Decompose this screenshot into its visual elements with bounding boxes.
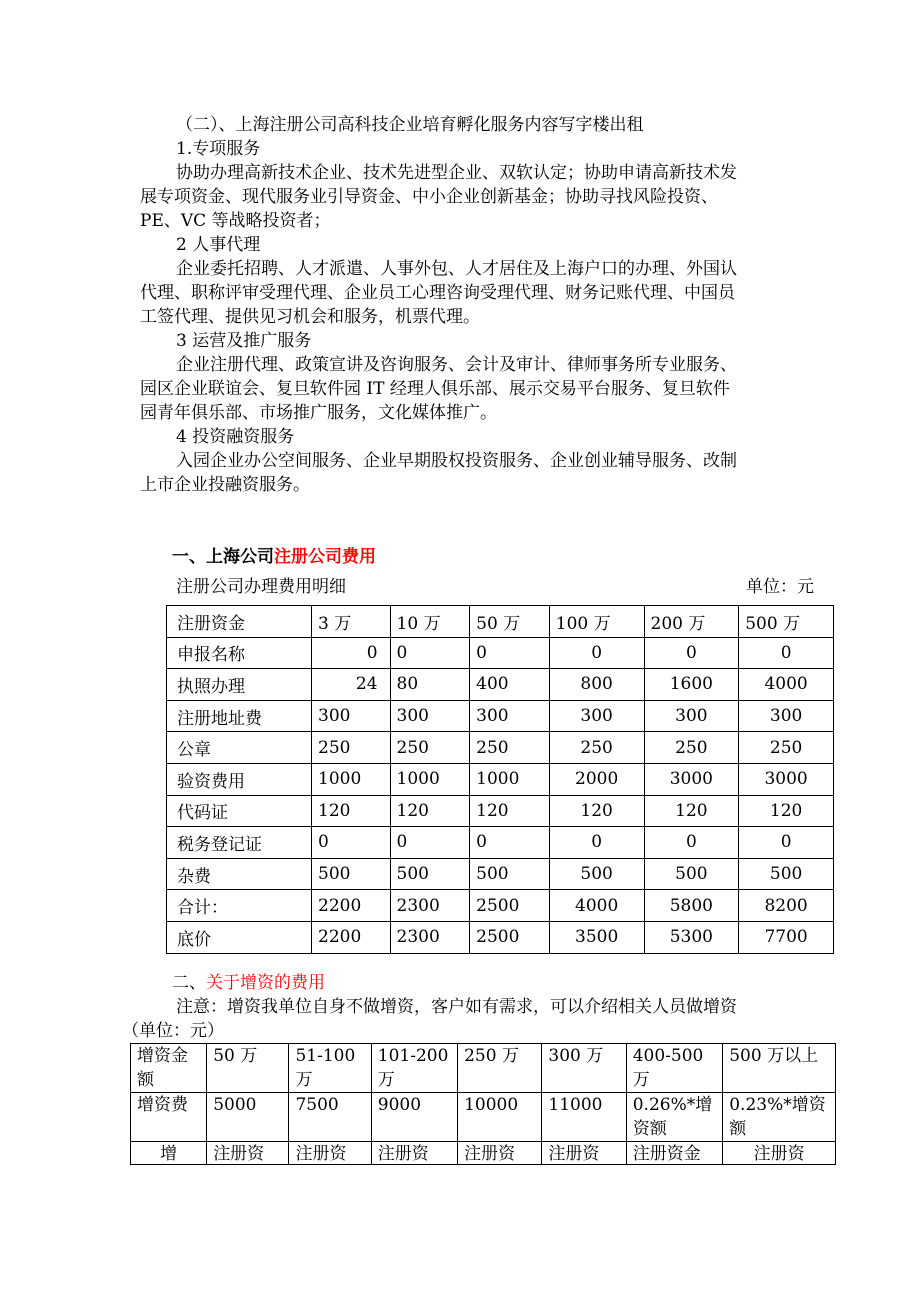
table-cell: 101-200万 — [371, 1044, 457, 1093]
table-cell: 250 — [390, 732, 470, 764]
table-cell: 税务登记证 — [167, 827, 312, 859]
table-cell: 300 — [390, 700, 470, 732]
table-cell: 100 万 — [549, 606, 644, 638]
table-cell: 24 — [312, 669, 391, 701]
table-cell: 10 万 — [390, 606, 470, 638]
paragraph-line: 园区企业联谊会、复旦软件园 IT 经理人俱乐部、展示交易平台服务、复旦软件 — [140, 379, 730, 399]
table-cell: 4000 — [549, 890, 644, 922]
subsection-title: 3 运营及推广服务 — [176, 331, 312, 351]
paragraph-line: 展专项资金、现代服务业引导资金、中小企业创新基金；协助寻找风险投资、 — [140, 187, 718, 207]
table-cell: 50 万 — [470, 606, 550, 638]
increase-section-heading — [172, 971, 325, 995]
table-cell: 5000 — [207, 1093, 289, 1142]
table-cell — [458, 1142, 542, 1165]
table-cell: 0 — [390, 637, 470, 669]
table-row — [167, 763, 834, 795]
paragraph-line: 代理、职称评审受理代理、企业员工心理咨询受理代理、财务记账代理、中国员 — [140, 283, 735, 303]
table-row — [167, 637, 834, 669]
table-cell: 120 — [644, 795, 739, 827]
table-cell: 0 — [549, 827, 644, 859]
table-cell — [131, 1142, 207, 1165]
paragraph-line: 上市企业投融资服务。 — [140, 475, 310, 495]
table-cell: 7700 — [739, 921, 834, 953]
table-cell: 120 — [470, 795, 550, 827]
table-cell: 80 — [390, 669, 470, 701]
table-header-row — [167, 606, 834, 638]
table-cell: 500 — [312, 858, 391, 890]
table-cell — [626, 1142, 723, 1165]
table-cell: 3000 — [739, 763, 834, 795]
table-row — [131, 1044, 836, 1093]
table-cell: 0 — [312, 637, 391, 669]
paragraph-line: 入园企业办公空间服务、企业早期股权投资服务、企业创业辅导服务、改制 — [176, 451, 737, 471]
cell-text: 注册资 — [377, 1144, 429, 1164]
table-cell — [289, 1142, 371, 1165]
table-cell: 250 — [739, 732, 834, 764]
table-cell: 8200 — [739, 890, 834, 922]
table-cell: 0 — [549, 637, 644, 669]
subsection-title: 1.专项服务 — [176, 139, 261, 159]
table-cell: 300 — [470, 700, 550, 732]
cell-text: 注册资 — [213, 1144, 265, 1164]
cell-text: 注册资 — [548, 1144, 600, 1164]
table-cell: 0 — [390, 827, 470, 859]
table-cell: 0 — [312, 827, 391, 859]
table-cell: 5800 — [644, 890, 739, 922]
table-cell: 0 — [739, 827, 834, 859]
table-cell: 0 — [470, 637, 550, 669]
table-cell: 0 — [470, 827, 550, 859]
table-cell: 0.26%*增资额 — [626, 1093, 723, 1142]
table-cell: 0 — [739, 637, 834, 669]
fee-heading-red: 注册公司费用 — [274, 547, 376, 567]
table-cell: 50 万 — [207, 1044, 289, 1093]
paragraph-line: 企业注册代理、政策宣讲及咨询服务、会计及审计、律师事务所专业服务、 — [176, 355, 737, 375]
paragraph-line: 协助办理高新技术企业、技术先进型企业、双软认定；协助申请高新技术发 — [176, 163, 737, 183]
table-cell — [371, 1142, 457, 1165]
table-cell: 注册资金 — [167, 606, 312, 638]
table-cell: 增资费 — [131, 1093, 207, 1142]
table-cell: 800 — [549, 669, 644, 701]
table-cell: 120 — [739, 795, 834, 827]
table-cell: 500 万 — [739, 606, 834, 638]
table-cell: 1000 — [390, 763, 470, 795]
table-cell: 1000 — [312, 763, 391, 795]
fee-table-unit: 单位：元 — [746, 577, 814, 597]
table-cell: 2200 — [312, 890, 391, 922]
cell-text: 注册资 — [295, 1144, 347, 1164]
table-cell: 200 万 — [644, 606, 739, 638]
table-row — [167, 921, 834, 953]
table-cell: 250 — [470, 732, 550, 764]
table-cell: 51-100万 — [289, 1044, 371, 1093]
table-row — [167, 890, 834, 922]
table-cell: 300 — [644, 700, 739, 732]
fee-table-caption: 注册公司办理费用明细 — [176, 577, 346, 597]
table-cell: 250 — [644, 732, 739, 764]
table-row — [167, 827, 834, 859]
table-cell: 9000 — [371, 1093, 457, 1142]
table-cell: 2500 — [470, 890, 550, 922]
fee-section-heading — [172, 545, 376, 569]
section-title: （二）、上海注册公司高科技企业培育孵化服务内容写字楼出租 — [176, 115, 644, 135]
table-cell — [542, 1142, 626, 1165]
table-cell: 300 — [549, 700, 644, 732]
table-cell: 0.23%*增资额 — [723, 1093, 836, 1142]
table-cell: 500 — [739, 858, 834, 890]
table-cell: 3 万 — [312, 606, 391, 638]
table-cell: 120 — [390, 795, 470, 827]
registration-fee-table — [166, 605, 834, 954]
cell-text: 注册资金 — [632, 1144, 701, 1164]
table-cell: 0 — [644, 827, 739, 859]
table-cell: 250 万 — [458, 1044, 542, 1093]
table-cell: 300 — [739, 700, 834, 732]
paragraph-line: PE、VC 等战略投资者； — [140, 211, 331, 231]
table-cell: 500 万以上 — [723, 1044, 836, 1093]
table-cell: 250 — [312, 732, 391, 764]
paragraph-line: 园青年俱乐部、市场推广服务，文化媒体推广。 — [140, 403, 497, 423]
table-cell: 10000 — [458, 1093, 542, 1142]
table-row — [131, 1093, 836, 1142]
table-cell: 申报名称 — [167, 637, 312, 669]
table-cell: 代码证 — [167, 795, 312, 827]
table-cell: 增资金额 — [131, 1044, 207, 1093]
table-cell: 2300 — [390, 890, 470, 922]
table-cell: 300 万 — [542, 1044, 626, 1093]
table-cell: 注册地址费 — [167, 700, 312, 732]
table-cell: 1600 — [644, 669, 739, 701]
increase-note: 注意：增资我单位自身不做增资，客户如有需求，可以介绍相关人员做增资 — [176, 997, 737, 1017]
table-cell — [723, 1142, 836, 1165]
table-row — [167, 795, 834, 827]
cell-text: 增 — [160, 1144, 178, 1164]
table-cell: 4000 — [739, 669, 834, 701]
table-cell: 500 — [644, 858, 739, 890]
table-cell: 5300 — [644, 921, 739, 953]
table-cell: 底价 — [167, 921, 312, 953]
subsection-title: 4 投资融资服务 — [176, 427, 295, 447]
table-cell: 2200 — [312, 921, 391, 953]
table-cell: 500 — [549, 858, 644, 890]
cell-text: 注册资 — [753, 1144, 805, 1164]
table-cell: 120 — [312, 795, 391, 827]
increase-unit: （单位：元） — [122, 1021, 224, 1041]
table-cell: 合计： — [167, 890, 312, 922]
table-cell: 验资费用 — [167, 763, 312, 795]
cell-text: 注册资 — [464, 1144, 516, 1164]
table-cell: 2300 — [390, 921, 470, 953]
table-cell: 7500 — [289, 1093, 371, 1142]
increase-heading-red: 关于增资的费用 — [206, 973, 325, 993]
table-row — [131, 1142, 836, 1165]
table-cell: 250 — [549, 732, 644, 764]
table-cell: 1000 — [470, 763, 550, 795]
subsection-title: 2 人事代理 — [176, 235, 261, 255]
table-cell: 500 — [470, 858, 550, 890]
table-cell: 公章 — [167, 732, 312, 764]
table-cell: 11000 — [542, 1093, 626, 1142]
fee-heading-black: 一、上海公司 — [172, 547, 274, 567]
table-cell: 300 — [312, 700, 391, 732]
table-cell: 执照办理 — [167, 669, 312, 701]
table-cell: 2500 — [470, 921, 550, 953]
table-cell: 120 — [549, 795, 644, 827]
paragraph-line: 工签代理、提供见习机会和服务，机票代理。 — [140, 307, 480, 327]
increase-heading-black: 二、 — [172, 973, 206, 993]
table-cell: 400-500万 — [626, 1044, 723, 1093]
table-cell: 400 — [470, 669, 550, 701]
table-cell: 2000 — [549, 763, 644, 795]
paragraph-line: 企业委托招聘、人才派遣、人事外包、人才居住及上海户口的办理、外国认 — [176, 259, 737, 279]
table-cell: 杂费 — [167, 858, 312, 890]
table-cell — [207, 1142, 289, 1165]
table-row — [167, 700, 834, 732]
table-cell: 500 — [390, 858, 470, 890]
capital-increase-table — [130, 1043, 836, 1165]
table-row — [167, 669, 834, 701]
table-cell: 0 — [644, 637, 739, 669]
table-row — [167, 858, 834, 890]
table-cell: 3500 — [549, 921, 644, 953]
table-cell: 3000 — [644, 763, 739, 795]
table-row — [167, 732, 834, 764]
